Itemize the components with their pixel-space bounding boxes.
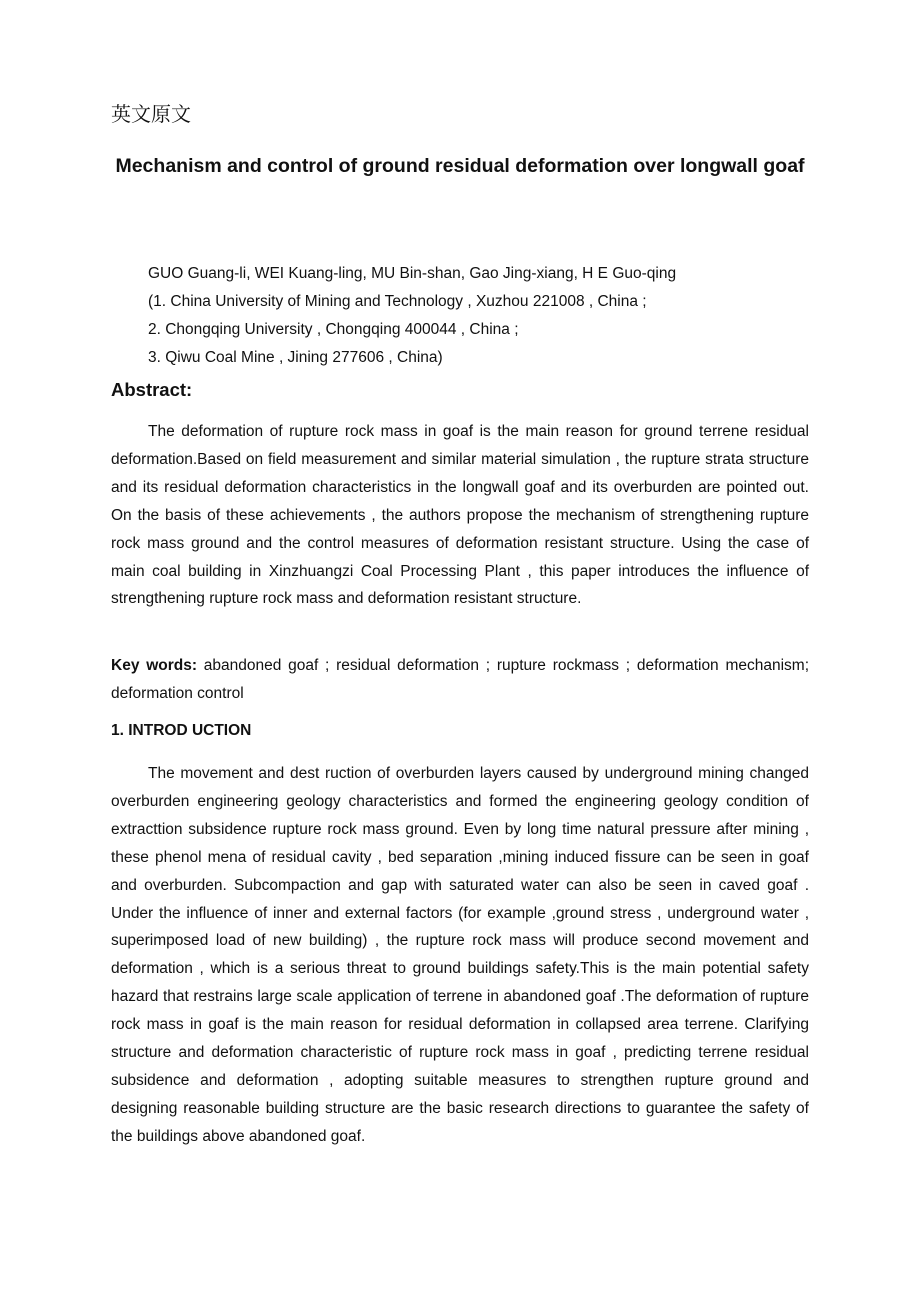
author-block [148, 260, 676, 372]
author-list: GUO Guang-li, WEI Kuang-ling, MU Bin-shan, Gao Jing-xiang, H E Guo-qing [148, 265, 677, 282]
affiliation-2: 2. Chongqing University , Chongqing 400044 , China ; [148, 321, 519, 338]
affiliation-3: 3. Qiwu Coal Mine , Jining 277606 , China) [148, 349, 443, 366]
section-heading-introduction: 1. INTROD UCTION [111, 722, 252, 739]
keywords [111, 652, 809, 708]
introduction-text: The movement and dest ruction of overburden layers caused by underground mining changed overburden engineering geology characteristics and formed the engineering geology condition of extracttion subsidence rupture rock mass ground. Even by long time natural pressure after mining , these phenol mena of residual cavity , bed separation ,mining induced fissure can be seen in goaf and overburden. Subcompaction and gap with saturated water can also be seen in caved goaf . Under the influence of inner and external factors (for example ,ground stress , underground water , superimposed load of new building) , the rupture rock mass will produce second movement and deformation , which is a serious threat to ground buildings safety.This is the main potential safety hazard that restrains large scale application of terrene in abandoned goaf .The deformation of rupture rock mass in goaf is the main reason for residual deformation in collapsed area terrene. Clarifying structure and deformation characteristic of rupture rock mass in goaf , predicting terrene residual subsidence and deformation , adopting suitable measures to strengthen rupture ground and designing reasonable building structure are the basic research directions to guarantee the safety of the buildings above abandoned goaf. [111, 765, 809, 1145]
original-text-label: 英文原文 [111, 102, 191, 126]
keywords-label: Key words: [111, 657, 204, 674]
affiliation-1: (1. China University of Mining and Technology , Xuzhou 221008 , China ; [148, 293, 647, 310]
keywords-text: abandoned goaf ; residual deformation ; rupture rockmass ; deformation mechanism; deformation control [111, 657, 809, 702]
abstract-heading: Abstract: [111, 379, 193, 400]
abstract-text: The deformation of rupture rock mass in goaf is the main reason for ground terrene residual deformation.Based on field measurement and similar material simulation , the rupture strata structure and its residual deformation characteristics in the longwall goaf and its overburden are pointed out. On the basis of these achievements , the authors propose the mechanism of strengthening rupture rock mass ground and the control measures of deformation resistant structure. Using the case of main coal building in Xinzhuangzi Coal Processing Plant , this paper introduces the influence of strengthening rupture rock mass and deformation resistant structure. [111, 423, 809, 608]
paper-title: Mechanism and control of ground residual deformation over longwall goaf [115, 155, 805, 177]
